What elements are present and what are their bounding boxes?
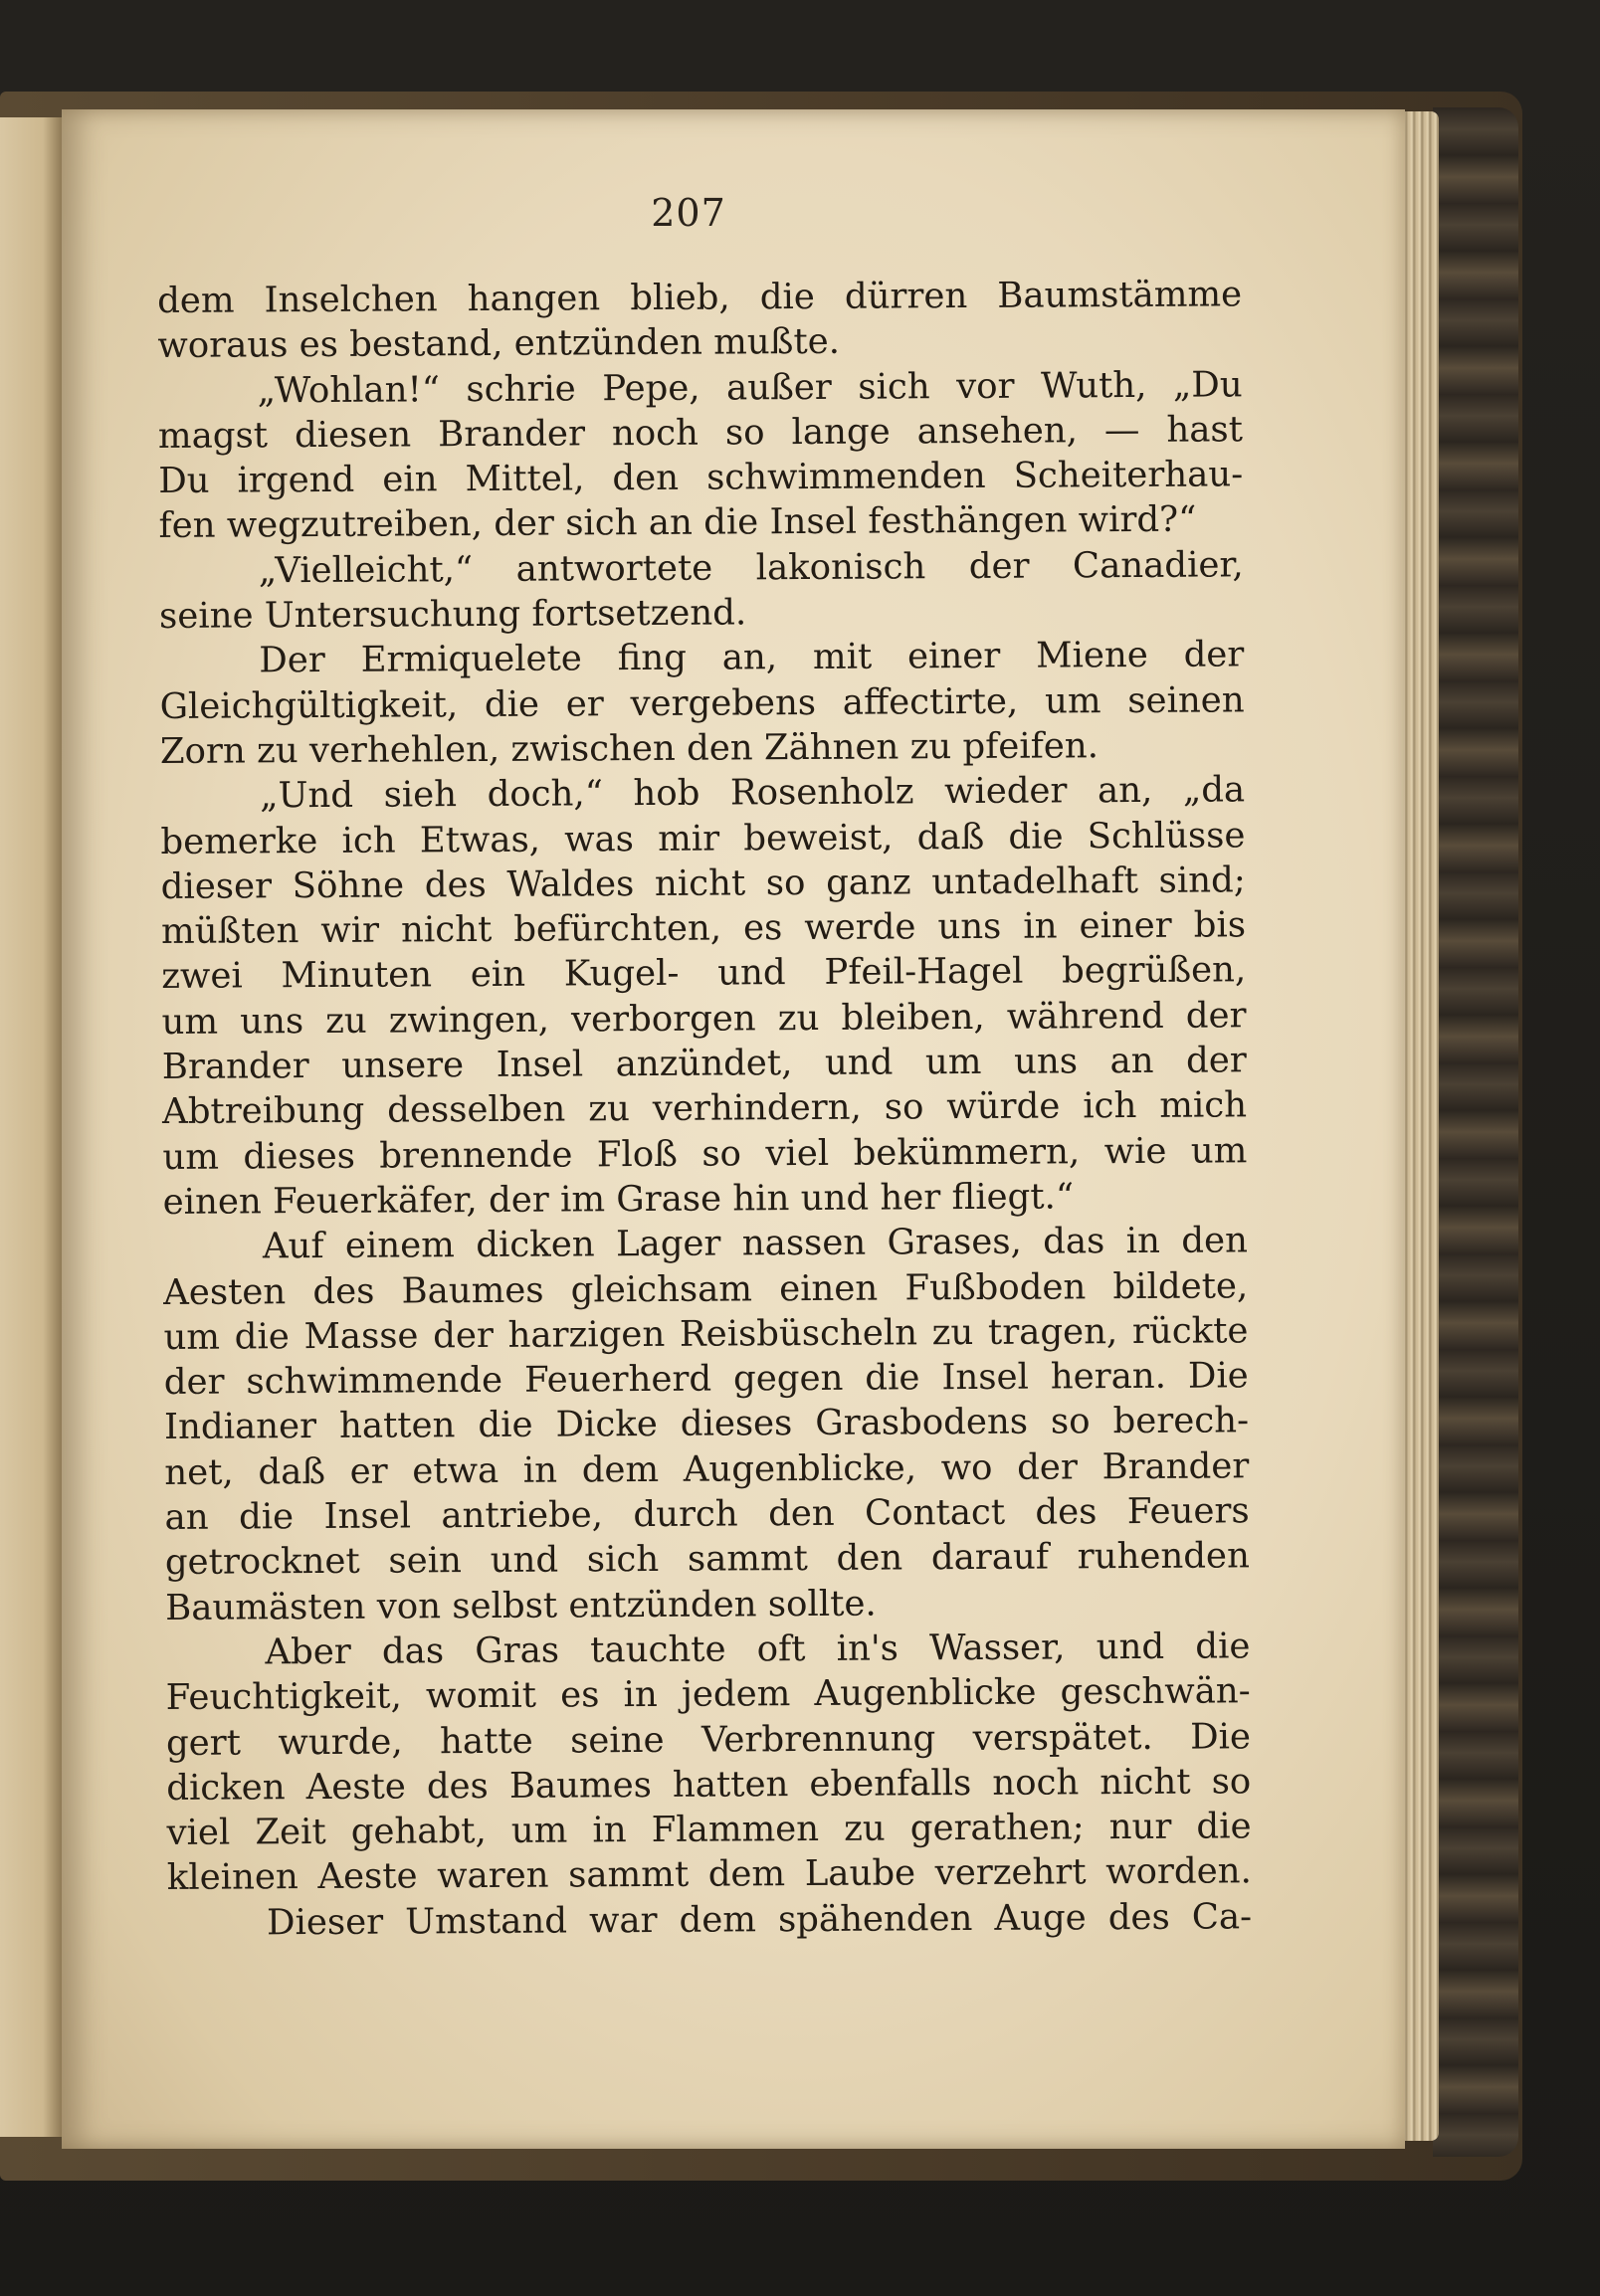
text-line: „Wohlan!“ schrie Pepe, außer sich vor Wuth, „Du bbox=[257, 363, 1243, 411]
text-line: „Vielleicht,“ antwortete lakonisch der Canadier, bbox=[258, 544, 1244, 592]
text-line: Der Ermiquelete fing an, mit einer Miene der bbox=[259, 634, 1245, 681]
text-line: Zorn zu verhehlen, zwischen den Zähnen zu pfeifen. bbox=[159, 725, 1100, 772]
text-line: fen wegzutreiben, der sich an die Insel festhängen wird?“ bbox=[158, 499, 1197, 547]
text-line: Abtreibung desselben zu verhindern, so würde ich mich bbox=[161, 1084, 1248, 1133]
book-page bbox=[62, 109, 1405, 2149]
text-line: Aesten des Baumes gleichsam einen Fußboden bildete, bbox=[163, 1264, 1249, 1313]
text-line: einen Feuerkäfer, der im Grase hin und her fliegt.“ bbox=[162, 1176, 1075, 1223]
text-line: um die Masse der harzigen Reisbüscheln zu tragen, rückte bbox=[163, 1310, 1249, 1358]
book-cover-edge bbox=[1433, 107, 1518, 2157]
text-line: kleinen Aeste waren sammt dem Laube verzehrt worden. bbox=[166, 1850, 1252, 1899]
text-line: um dieses brennende Floß so viel bekümmern, wie um bbox=[162, 1129, 1248, 1178]
text-line: Indianer hatten die Dicke dieses Grasbodens so berech- bbox=[163, 1400, 1250, 1448]
text-line: seine Untersuchung fortsetzend. bbox=[158, 592, 747, 638]
text-line: dieser Söhne des Waldes nicht so ganz untadelhaft sind; bbox=[160, 860, 1246, 907]
text-line: Gleichgültigkeit, die er vergebens affectirte, um seinen bbox=[159, 679, 1245, 727]
text-line: Auf einem dicken Lager nassen Grases, das in den bbox=[262, 1220, 1249, 1267]
text-line: dicken Aeste des Baumes hatten ebenfalls noch nicht so bbox=[166, 1761, 1252, 1809]
text-line: Du irgend ein Mittel, den schwimmenden Scheiterhau- bbox=[158, 454, 1244, 502]
text-line: Dieser Umstand war dem spähenden Auge des Ca- bbox=[266, 1895, 1253, 1944]
text-line: woraus es bestand, entzünden mußte. bbox=[157, 321, 841, 367]
text-line: um uns zu zwingen, verborgen zu bleiben, während der bbox=[161, 995, 1247, 1043]
text-line: bemerke ich Etwas, was mir beweist, daß die Schlüsse bbox=[160, 814, 1246, 862]
text-line: Baumästen von selbst entzünden sollte. bbox=[165, 1583, 877, 1628]
left-page-edge bbox=[0, 117, 62, 2137]
text-line: net, daß er etwa in dem Augenblicke, wo der Brander bbox=[164, 1445, 1250, 1493]
text-line: „Und sieh doch,“ hob Rosenholz wieder an, „da bbox=[260, 769, 1246, 817]
text-line: getrocknet sein und sich sammt den darauf ruhenden bbox=[164, 1535, 1250, 1584]
text-line: gert wurde, hatte seine Verbrennung verspätet. Die bbox=[165, 1715, 1252, 1764]
text-line: zwei Minuten ein Kugel- und Pfeil-Hagel begrüßen, bbox=[161, 949, 1247, 998]
page-text bbox=[157, 272, 1252, 1946]
text-line: müßten wir nicht befürchten, es werde uns in einer bis bbox=[160, 904, 1247, 953]
text-line: magst diesen Brander noch so lange ansehen, — hast bbox=[157, 409, 1244, 457]
text-line: der schwimmende Feuerherd gegen die Insel heran. Die bbox=[163, 1355, 1249, 1404]
text-line: Aber das Gras tauchte oft in's Wasser, und die bbox=[265, 1626, 1251, 1673]
text-line: an die Insel antriebe, durch den Contact des Feuers bbox=[164, 1490, 1250, 1538]
text-line: dem Inselchen hangen blieb, die dürren Baumstämme bbox=[157, 274, 1243, 321]
page-number: 207 bbox=[651, 191, 726, 235]
text-line: Brander unsere Insel anzündet, und um uns an der bbox=[161, 1040, 1247, 1088]
text-line: Feuchtigkeit, womit es in jedem Augenblicke geschwän- bbox=[165, 1670, 1251, 1719]
text-line: viel Zeit gehabt, um in Flammen zu gerathen; nur die bbox=[166, 1806, 1252, 1854]
